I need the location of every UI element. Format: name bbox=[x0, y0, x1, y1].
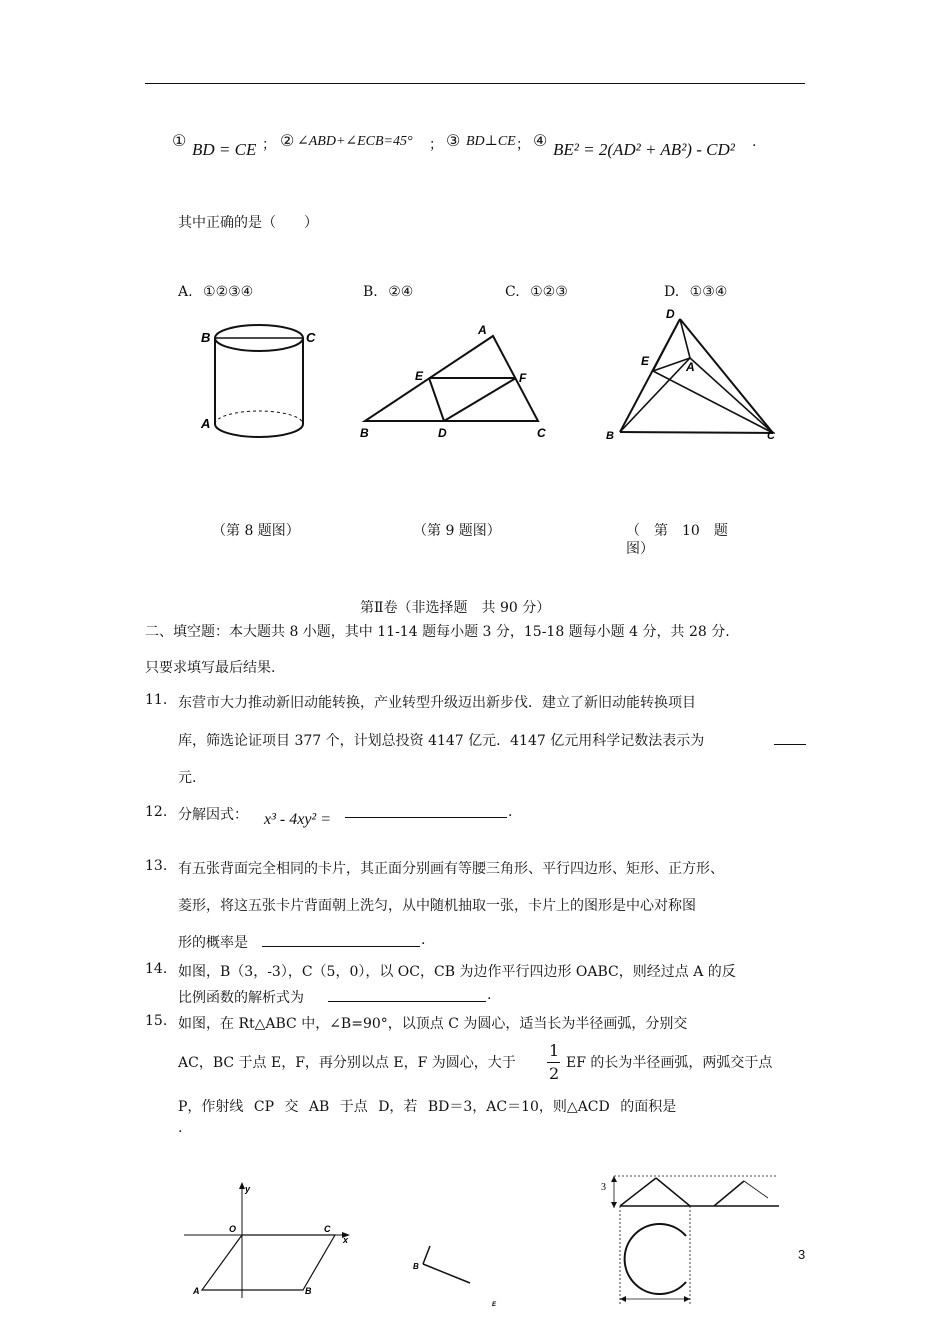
statement-1-number: ① bbox=[172, 131, 187, 150]
q13-end: . bbox=[421, 932, 426, 948]
option-key: A. bbox=[178, 284, 193, 300]
fraction-bar bbox=[547, 1062, 560, 1063]
q13-text: 有五张背面完全相同的卡片，其正面分别画有等腰三角形、平行四边形、矩形、正方形、 bbox=[178, 861, 724, 877]
option-value: ①②③④ bbox=[203, 284, 254, 300]
q11-text-end: 元. bbox=[178, 770, 197, 786]
q15-text-cont: EF 的长为半径画弧，两弧交于点 bbox=[566, 1055, 773, 1071]
label-E: E bbox=[415, 369, 424, 383]
label-A: A bbox=[201, 416, 211, 431]
q11-text-cont: 库，筛选论证项目 377 个，计划总投资 4147 亿元．4147 亿元用科学记数法表示为 bbox=[178, 733, 705, 749]
q13-text-cont: 菱形，将这五张卡片背面朝上洗匀，从中随机抽取一张，卡片上的图形是中心对称图 bbox=[178, 898, 696, 914]
label-C: C bbox=[767, 430, 775, 440]
label-B: B bbox=[606, 430, 614, 440]
label-D: D bbox=[438, 426, 447, 440]
fraction-denominator: 2 bbox=[549, 1064, 560, 1083]
q12-end: . bbox=[508, 804, 513, 820]
label-F: F bbox=[519, 371, 527, 385]
q13-answer-blank[interactable] bbox=[262, 932, 420, 947]
q13-text-end: 形的概率是 bbox=[178, 935, 248, 951]
section-2-intro: 二、填空题：本大题共 8 小题，其中 11-14 题每小题 3 分，15-18 题每小题 4 分，共 28 分. bbox=[145, 624, 730, 640]
caption-fig9: （第 9 题图） bbox=[413, 523, 501, 539]
label-y: y bbox=[245, 1184, 251, 1194]
label-3: 3 bbox=[601, 1182, 606, 1193]
statement-3: BD⊥CE bbox=[466, 134, 516, 149]
q12-expression: x³ - 4xy² = bbox=[264, 811, 332, 828]
label-C: C bbox=[324, 1224, 331, 1234]
label-B: B bbox=[201, 330, 211, 345]
option-key: B. bbox=[363, 284, 378, 300]
caption-fig8: （第 8 题图） bbox=[212, 523, 300, 539]
option-a bbox=[178, 284, 253, 300]
option-value: ②④ bbox=[388, 284, 414, 300]
q15-text-cont: P，作射线 CP 交 AB 于点 D，若 BD＝3，AC＝10，则△ACD 的面积是 bbox=[178, 1099, 677, 1115]
option-key: C. bbox=[505, 284, 520, 300]
option-c bbox=[505, 284, 568, 300]
q15-text-end: . bbox=[178, 1120, 183, 1136]
q14-answer-blank[interactable] bbox=[328, 987, 486, 1002]
label-A: A bbox=[193, 1286, 200, 1296]
label-A: A bbox=[686, 360, 695, 374]
figure-8-cylinder bbox=[195, 320, 325, 445]
q12-answer-blank[interactable] bbox=[345, 803, 507, 818]
figure-15-triangle bbox=[408, 1240, 508, 1310]
part-2-title: 第Ⅱ卷（非选择题 共 90 分） bbox=[360, 600, 551, 616]
statement-2: ∠ABD+∠ECB=45° bbox=[297, 134, 413, 149]
label-C: C bbox=[537, 426, 546, 440]
label-C: C bbox=[306, 330, 316, 345]
label-E: E bbox=[492, 1302, 497, 1308]
q13-number: 13. bbox=[145, 858, 168, 874]
q15-number: 15. bbox=[145, 1013, 168, 1029]
option-key: D. bbox=[664, 284, 680, 300]
figure-18-shapes bbox=[598, 1168, 783, 1304]
header-rule bbox=[145, 83, 805, 84]
figure-14-parallelogram bbox=[180, 1180, 360, 1300]
q10-prompt: 其中正确的是（ ） bbox=[178, 215, 318, 231]
label-x: x bbox=[343, 1235, 349, 1245]
option-d bbox=[664, 284, 727, 300]
label-B: B bbox=[360, 426, 369, 440]
option-value: ①③④ bbox=[689, 284, 728, 300]
q12-text: 分解因式： bbox=[178, 807, 248, 823]
figure-9-triangle bbox=[355, 320, 555, 445]
statement-1-math: BD = CE bbox=[192, 140, 257, 159]
q11-answer-blank[interactable] bbox=[774, 730, 806, 745]
label-A: A bbox=[478, 323, 487, 337]
q14-text: 如图，B（3，-3），C（5，0），以 OC，CB 为边作平行四边形 OABC，则经过点 A 的反 bbox=[178, 964, 736, 980]
q15-text-cont: AC，BC 于点 E，F，再分别以点 E，F 为圆心，大于 bbox=[178, 1055, 516, 1071]
statement-end: . bbox=[752, 134, 757, 150]
label-D: D bbox=[666, 307, 675, 321]
option-value: ①②③ bbox=[530, 284, 568, 300]
figure-10-triangles bbox=[600, 305, 785, 440]
statement-4-number: ④ bbox=[533, 131, 548, 150]
label-O: O bbox=[229, 1224, 237, 1234]
option-b bbox=[363, 284, 413, 300]
statement-2-number: ② bbox=[280, 131, 295, 150]
statement-4-math: BE² = 2(AD² + AB²) - CD² bbox=[553, 140, 735, 159]
q14-end: . bbox=[487, 987, 492, 1003]
caption-fig10: （ 第 10 题 bbox=[626, 523, 728, 539]
statement-separator: ； bbox=[429, 137, 443, 153]
page-number: 3 bbox=[798, 1247, 806, 1262]
q14-text-cont: 比例函数的解析式为 bbox=[178, 990, 304, 1006]
q12-number: 12. bbox=[145, 804, 168, 820]
fraction-numerator: 1 bbox=[549, 1041, 560, 1060]
q11-number: 11. bbox=[145, 692, 168, 708]
statement-3-number: ③ bbox=[446, 131, 461, 150]
statement-separator: ； bbox=[516, 137, 530, 153]
label-E: E bbox=[641, 354, 650, 368]
q11-text: 东营市大力推动新旧动能转换，产业转型升级迈出新步伐．建立了新旧动能转换项目 bbox=[178, 695, 696, 711]
section-2-intro-cont: 只要求填写最后结果. bbox=[145, 660, 276, 676]
q14-number: 14. bbox=[145, 961, 168, 977]
q15-text: 如图，在 Rt△ABC 中，∠B=90°，以顶点 C 为圆心，适当长为半径画弧，分别交 bbox=[178, 1016, 688, 1032]
label-B: B bbox=[413, 1262, 419, 1271]
caption-fig10-cont: 图） bbox=[626, 541, 654, 557]
statement-separator: ； bbox=[262, 137, 276, 153]
label-B: B bbox=[305, 1286, 312, 1296]
